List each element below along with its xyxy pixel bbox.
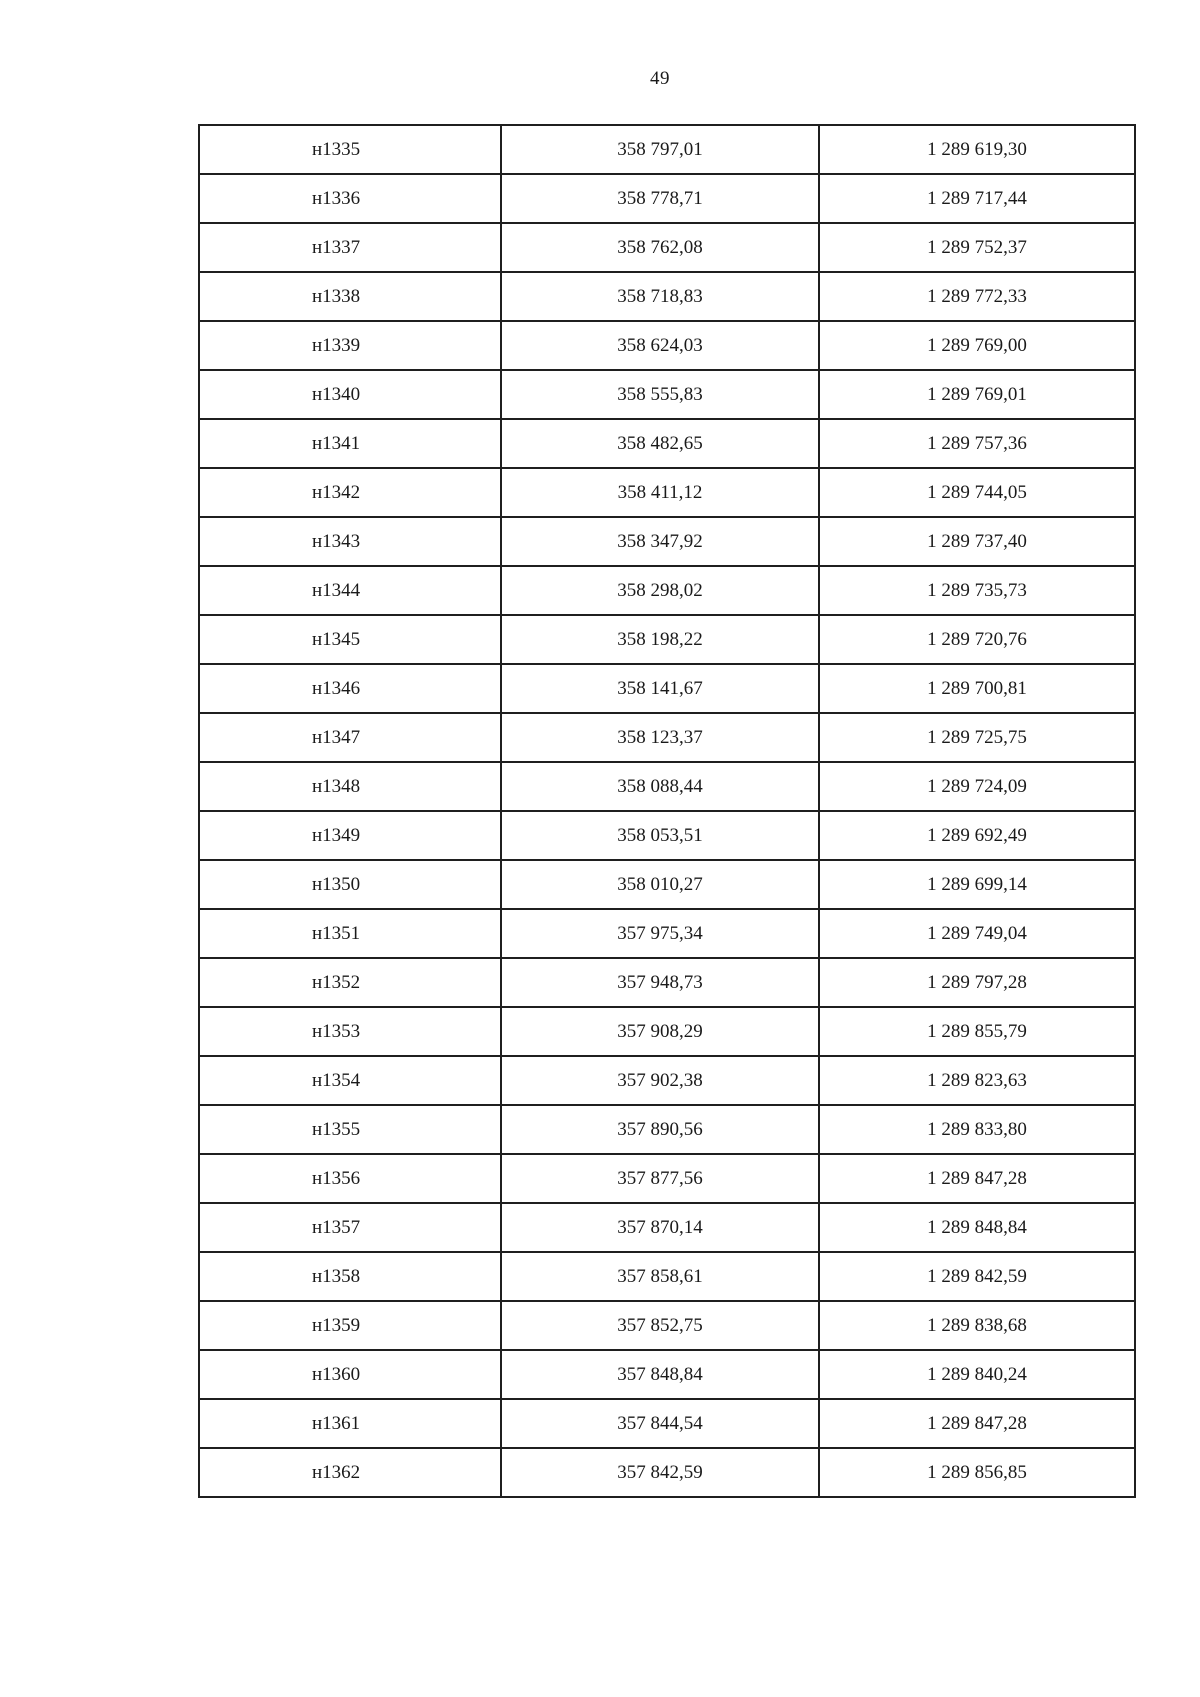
table-row xyxy=(199,468,1135,517)
x-coordinate-cell: 357 858,61 xyxy=(501,1252,819,1301)
point-name-cell: н1362 xyxy=(199,1448,501,1497)
point-name-cell: н1356 xyxy=(199,1154,501,1203)
point-name-cell: н1348 xyxy=(199,762,501,811)
table-row xyxy=(199,1056,1135,1105)
y-coordinate-cell: 1 289 842,59 xyxy=(819,1252,1135,1301)
x-coordinate-cell: 357 844,54 xyxy=(501,1399,819,1448)
point-name-cell: н1342 xyxy=(199,468,501,517)
y-coordinate-cell: 1 289 737,40 xyxy=(819,517,1135,566)
table-row xyxy=(199,321,1135,370)
x-coordinate-cell: 358 624,03 xyxy=(501,321,819,370)
table-row xyxy=(199,1252,1135,1301)
y-coordinate-cell: 1 289 720,76 xyxy=(819,615,1135,664)
table-row xyxy=(199,566,1135,615)
coordinates-table xyxy=(198,124,1136,1498)
table-row xyxy=(199,909,1135,958)
table-row xyxy=(199,272,1135,321)
y-coordinate-cell: 1 289 833,80 xyxy=(819,1105,1135,1154)
table-row xyxy=(199,1350,1135,1399)
point-name-cell: н1352 xyxy=(199,958,501,1007)
table-row xyxy=(199,860,1135,909)
x-coordinate-cell: 358 053,51 xyxy=(501,811,819,860)
table-row xyxy=(199,713,1135,762)
table-row xyxy=(199,664,1135,713)
x-coordinate-cell: 358 797,01 xyxy=(501,125,819,174)
x-coordinate-cell: 357 908,29 xyxy=(501,1007,819,1056)
table-row xyxy=(199,615,1135,664)
table-row xyxy=(199,1203,1135,1252)
x-coordinate-cell: 357 877,56 xyxy=(501,1154,819,1203)
table-row xyxy=(199,958,1135,1007)
x-coordinate-cell: 358 411,12 xyxy=(501,468,819,517)
x-coordinate-cell: 358 088,44 xyxy=(501,762,819,811)
y-coordinate-cell: 1 289 823,63 xyxy=(819,1056,1135,1105)
y-coordinate-cell: 1 289 769,00 xyxy=(819,321,1135,370)
y-coordinate-cell: 1 289 752,37 xyxy=(819,223,1135,272)
table-row xyxy=(199,174,1135,223)
y-coordinate-cell: 1 289 699,14 xyxy=(819,860,1135,909)
point-name-cell: н1343 xyxy=(199,517,501,566)
y-coordinate-cell: 1 289 717,44 xyxy=(819,174,1135,223)
x-coordinate-cell: 357 852,75 xyxy=(501,1301,819,1350)
table-row xyxy=(199,762,1135,811)
point-name-cell: н1337 xyxy=(199,223,501,272)
y-coordinate-cell: 1 289 744,05 xyxy=(819,468,1135,517)
page-number: 49 xyxy=(650,68,670,89)
point-name-cell: н1339 xyxy=(199,321,501,370)
x-coordinate-cell: 357 890,56 xyxy=(501,1105,819,1154)
table-row xyxy=(199,370,1135,419)
coordinates-table-body xyxy=(199,125,1135,1497)
x-coordinate-cell: 358 198,22 xyxy=(501,615,819,664)
point-name-cell: н1347 xyxy=(199,713,501,762)
y-coordinate-cell: 1 289 700,81 xyxy=(819,664,1135,713)
y-coordinate-cell: 1 289 749,04 xyxy=(819,909,1135,958)
point-name-cell: н1350 xyxy=(199,860,501,909)
point-name-cell: н1338 xyxy=(199,272,501,321)
y-coordinate-cell: 1 289 847,28 xyxy=(819,1154,1135,1203)
x-coordinate-cell: 358 762,08 xyxy=(501,223,819,272)
table-row xyxy=(199,1301,1135,1350)
point-name-cell: н1346 xyxy=(199,664,501,713)
point-name-cell: н1341 xyxy=(199,419,501,468)
x-coordinate-cell: 358 010,27 xyxy=(501,860,819,909)
table-row xyxy=(199,1448,1135,1497)
point-name-cell: н1351 xyxy=(199,909,501,958)
y-coordinate-cell: 1 289 769,01 xyxy=(819,370,1135,419)
y-coordinate-cell: 1 289 838,68 xyxy=(819,1301,1135,1350)
point-name-cell: н1358 xyxy=(199,1252,501,1301)
table-row xyxy=(199,223,1135,272)
point-name-cell: н1354 xyxy=(199,1056,501,1105)
y-coordinate-cell: 1 289 856,85 xyxy=(819,1448,1135,1497)
y-coordinate-cell: 1 289 735,73 xyxy=(819,566,1135,615)
point-name-cell: н1355 xyxy=(199,1105,501,1154)
x-coordinate-cell: 357 842,59 xyxy=(501,1448,819,1497)
table-row xyxy=(199,1105,1135,1154)
point-name-cell: н1340 xyxy=(199,370,501,419)
point-name-cell: н1353 xyxy=(199,1007,501,1056)
x-coordinate-cell: 358 718,83 xyxy=(501,272,819,321)
table-row xyxy=(199,1399,1135,1448)
table-row xyxy=(199,811,1135,860)
point-name-cell: н1345 xyxy=(199,615,501,664)
x-coordinate-cell: 357 902,38 xyxy=(501,1056,819,1105)
point-name-cell: н1359 xyxy=(199,1301,501,1350)
x-coordinate-cell: 357 848,84 xyxy=(501,1350,819,1399)
y-coordinate-cell: 1 289 797,28 xyxy=(819,958,1135,1007)
table-row xyxy=(199,419,1135,468)
x-coordinate-cell: 358 141,67 xyxy=(501,664,819,713)
x-coordinate-cell: 358 298,02 xyxy=(501,566,819,615)
x-coordinate-cell: 358 778,71 xyxy=(501,174,819,223)
x-coordinate-cell: 357 975,34 xyxy=(501,909,819,958)
y-coordinate-cell: 1 289 619,30 xyxy=(819,125,1135,174)
y-coordinate-cell: 1 289 724,09 xyxy=(819,762,1135,811)
point-name-cell: н1357 xyxy=(199,1203,501,1252)
x-coordinate-cell: 357 948,73 xyxy=(501,958,819,1007)
y-coordinate-cell: 1 289 848,84 xyxy=(819,1203,1135,1252)
y-coordinate-cell: 1 289 855,79 xyxy=(819,1007,1135,1056)
table-row xyxy=(199,517,1135,566)
table-row xyxy=(199,125,1135,174)
point-name-cell: н1349 xyxy=(199,811,501,860)
table-row xyxy=(199,1007,1135,1056)
x-coordinate-cell: 358 347,92 xyxy=(501,517,819,566)
y-coordinate-cell: 1 289 840,24 xyxy=(819,1350,1135,1399)
y-coordinate-cell: 1 289 772,33 xyxy=(819,272,1135,321)
x-coordinate-cell: 358 482,65 xyxy=(501,419,819,468)
y-coordinate-cell: 1 289 692,49 xyxy=(819,811,1135,860)
point-name-cell: н1335 xyxy=(199,125,501,174)
point-name-cell: н1336 xyxy=(199,174,501,223)
x-coordinate-cell: 357 870,14 xyxy=(501,1203,819,1252)
y-coordinate-cell: 1 289 847,28 xyxy=(819,1399,1135,1448)
y-coordinate-cell: 1 289 725,75 xyxy=(819,713,1135,762)
x-coordinate-cell: 358 555,83 xyxy=(501,370,819,419)
table-row xyxy=(199,1154,1135,1203)
point-name-cell: н1361 xyxy=(199,1399,501,1448)
y-coordinate-cell: 1 289 757,36 xyxy=(819,419,1135,468)
point-name-cell: н1360 xyxy=(199,1350,501,1399)
x-coordinate-cell: 358 123,37 xyxy=(501,713,819,762)
point-name-cell: н1344 xyxy=(199,566,501,615)
